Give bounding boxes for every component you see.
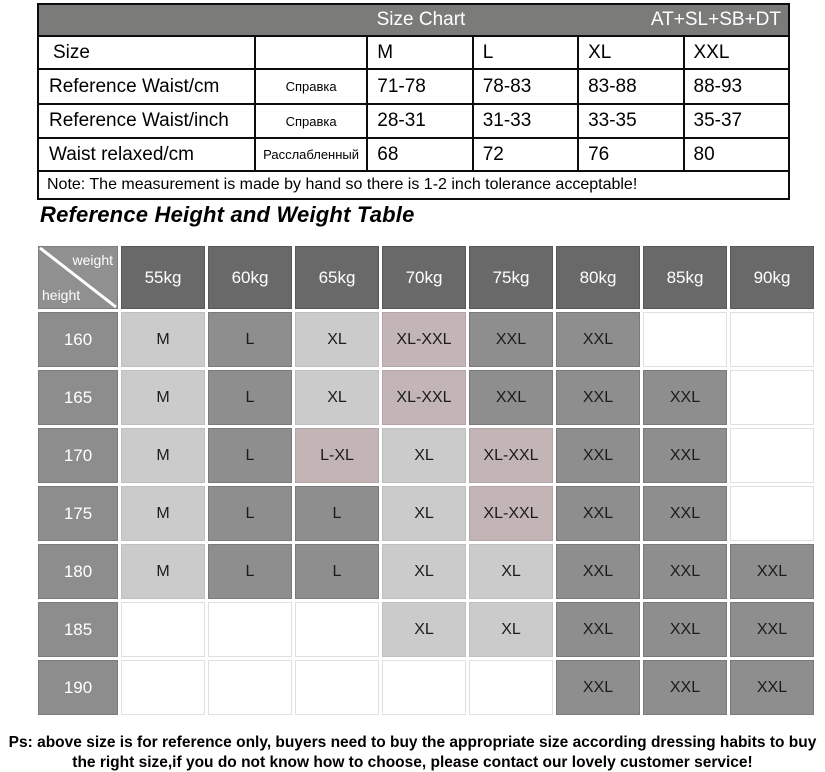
footer-line-2: the right size,if you do not know how to choose, please contact our lovely customer service! bbox=[72, 753, 753, 771]
footer-note bbox=[0, 733, 825, 772]
weight-header-row bbox=[38, 246, 814, 309]
matrix-cell: XL bbox=[382, 486, 466, 541]
height-label-cell: 160 bbox=[38, 312, 118, 367]
matrix-cell: L-XL bbox=[295, 428, 379, 483]
footer-line-1: Ps: above size is for reference only, buyers need to buy the appropriate size according dressing habits to buy bbox=[8, 734, 817, 751]
section-heading: Reference Height and Weight Table bbox=[40, 202, 415, 227]
matrix-cell: L bbox=[208, 428, 292, 483]
waist-inch-m: 28-31 bbox=[367, 104, 472, 138]
waist-relaxed-xxl: 80 bbox=[684, 138, 790, 171]
height-label-cell: 190 bbox=[38, 660, 118, 715]
matrix-cell bbox=[730, 428, 814, 483]
weight-header-cell: 90kg bbox=[730, 246, 814, 309]
waist-relaxed-l: 72 bbox=[473, 138, 578, 171]
matrix-cell bbox=[121, 660, 205, 715]
matrix-row bbox=[38, 544, 814, 599]
matrix-row bbox=[38, 602, 814, 657]
height-label-cell: 170 bbox=[38, 428, 118, 483]
matrix-row bbox=[38, 486, 814, 541]
row-label: Reference Waist/cm bbox=[38, 69, 255, 104]
corner-weight-label: weight bbox=[72, 252, 113, 268]
waist-cm-xl: 83-88 bbox=[578, 69, 683, 104]
row-label-ru: Расслабленный bbox=[255, 138, 367, 171]
matrix-cell: XL bbox=[382, 428, 466, 483]
product-code: AT+SL+SB+DT bbox=[650, 9, 781, 30]
size-m: M bbox=[367, 36, 472, 69]
waist-inch-xl: 33-35 bbox=[578, 104, 683, 138]
waist-relaxed-m: 68 bbox=[367, 138, 472, 171]
size-xxl: XXL bbox=[684, 36, 790, 69]
matrix-cell: XXL bbox=[643, 370, 727, 425]
waist-inch-l: 31-33 bbox=[473, 104, 578, 138]
matrix-cell bbox=[730, 312, 814, 367]
waist-cm-xxl: 88-93 bbox=[684, 69, 790, 104]
weight-header-cell: 65kg bbox=[295, 246, 379, 309]
corner-cell bbox=[38, 246, 118, 309]
table-row-waist-inch bbox=[38, 104, 789, 138]
weight-header-cell: 85kg bbox=[643, 246, 727, 309]
height-label-cell: 165 bbox=[38, 370, 118, 425]
tolerance-note: Note: The measurement is made by hand so there is 1-2 inch tolerance acceptable! bbox=[38, 171, 789, 199]
height-weight-table bbox=[35, 243, 817, 718]
matrix-cell bbox=[295, 602, 379, 657]
matrix-cell: XXL bbox=[556, 486, 640, 541]
matrix-cell: XL bbox=[382, 602, 466, 657]
matrix-cell: M bbox=[121, 370, 205, 425]
matrix-row bbox=[38, 660, 814, 715]
matrix-cell: XXL bbox=[643, 428, 727, 483]
matrix-cell: XL bbox=[469, 544, 553, 599]
waist-relaxed-xl: 76 bbox=[578, 138, 683, 171]
height-label-cell: 185 bbox=[38, 602, 118, 657]
table-row-waist-cm bbox=[38, 69, 789, 104]
matrix-cell: XXL bbox=[556, 660, 640, 715]
matrix-cell: L bbox=[295, 544, 379, 599]
size-chart-header-row bbox=[38, 4, 789, 36]
size-chart-header bbox=[38, 4, 789, 36]
matrix-row bbox=[38, 428, 814, 483]
matrix-cell: XXL bbox=[730, 602, 814, 657]
matrix-cell: M bbox=[121, 312, 205, 367]
matrix-cell: XL-XXL bbox=[382, 312, 466, 367]
matrix-cell: XL-XXL bbox=[469, 486, 553, 541]
matrix-cell: XXL bbox=[556, 428, 640, 483]
matrix-cell: L bbox=[208, 544, 292, 599]
matrix-cell bbox=[730, 370, 814, 425]
matrix-cell: XXL bbox=[469, 312, 553, 367]
matrix-cell bbox=[121, 602, 205, 657]
matrix-cell bbox=[643, 312, 727, 367]
matrix-cell: XXL bbox=[643, 602, 727, 657]
matrix-cell: XXL bbox=[556, 312, 640, 367]
matrix-cell bbox=[295, 660, 379, 715]
matrix-cell: L bbox=[208, 312, 292, 367]
table-row-waist-relaxed bbox=[38, 138, 789, 171]
matrix-cell: XXL bbox=[469, 370, 553, 425]
matrix-cell: L bbox=[208, 486, 292, 541]
height-label-cell: 180 bbox=[38, 544, 118, 599]
size-l: L bbox=[473, 36, 578, 69]
matrix-cell: XXL bbox=[643, 486, 727, 541]
matrix-row bbox=[38, 312, 814, 367]
row-label: Size bbox=[38, 36, 255, 69]
size-xl: XL bbox=[578, 36, 683, 69]
matrix-cell: XXL bbox=[556, 602, 640, 657]
waist-cm-l: 78-83 bbox=[473, 69, 578, 104]
matrix-cell: XL bbox=[469, 602, 553, 657]
row-label: Reference Waist/inch bbox=[38, 104, 255, 138]
row-label-ru: Справка bbox=[255, 104, 367, 138]
table-row-size bbox=[38, 36, 789, 69]
matrix-cell: XXL bbox=[643, 544, 727, 599]
corner-height-label: height bbox=[42, 287, 81, 303]
size-chart-title: Size Chart bbox=[376, 9, 466, 30]
matrix-cell: XXL bbox=[730, 544, 814, 599]
weight-header-cell: 80kg bbox=[556, 246, 640, 309]
weight-header-cell: 70kg bbox=[382, 246, 466, 309]
matrix-cell bbox=[469, 660, 553, 715]
height-label-cell: 175 bbox=[38, 486, 118, 541]
matrix-cell: XL bbox=[295, 312, 379, 367]
row-label-ru: Справка bbox=[255, 69, 367, 104]
waist-cm-m: 71-78 bbox=[367, 69, 472, 104]
weight-header-cell: 75kg bbox=[469, 246, 553, 309]
matrix-cell: XXL bbox=[643, 660, 727, 715]
row-label-ru bbox=[255, 36, 367, 69]
matrix-cell: XXL bbox=[730, 660, 814, 715]
row-label: Waist relaxed/cm bbox=[38, 138, 255, 171]
table-row-note bbox=[38, 171, 789, 199]
matrix-cell bbox=[382, 660, 466, 715]
weight-header-cell: 55kg bbox=[121, 246, 205, 309]
matrix-cell: XL-XXL bbox=[382, 370, 466, 425]
matrix-cell: L bbox=[208, 370, 292, 425]
matrix-cell: XXL bbox=[556, 370, 640, 425]
waist-inch-xxl: 35-37 bbox=[684, 104, 790, 138]
matrix-cell: M bbox=[121, 428, 205, 483]
matrix-cell bbox=[730, 486, 814, 541]
matrix-cell: XL bbox=[382, 544, 466, 599]
matrix-row bbox=[38, 370, 814, 425]
matrix-cell: M bbox=[121, 544, 205, 599]
matrix-cell bbox=[208, 660, 292, 715]
matrix-cell: XXL bbox=[556, 544, 640, 599]
matrix-cell: L bbox=[295, 486, 379, 541]
matrix-cell: XL-XXL bbox=[469, 428, 553, 483]
size-chart-table bbox=[37, 3, 790, 200]
weight-header-cell: 60kg bbox=[208, 246, 292, 309]
matrix-cell: M bbox=[121, 486, 205, 541]
matrix-cell bbox=[208, 602, 292, 657]
matrix-cell: XL bbox=[295, 370, 379, 425]
